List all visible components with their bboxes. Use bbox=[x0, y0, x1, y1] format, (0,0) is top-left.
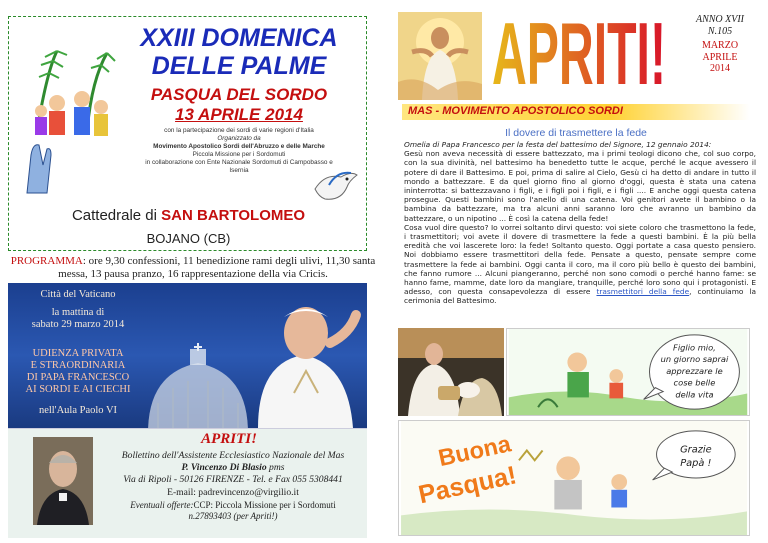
vatican-audience-panel bbox=[8, 283, 367, 428]
poster-info-line5: in collaborazione con Ente Nazionale Sordomuti di Campobasso e Isernia bbox=[145, 159, 333, 174]
vatican-date: sabato 29 marzo 2014 bbox=[31, 319, 125, 330]
risen-christ-image bbox=[398, 12, 482, 100]
poster-info-line3: Movimento Apostolico Sordi dell'Abruzzo e delle Marche bbox=[153, 143, 325, 150]
bulletin-author-name: P. Vincenzo Di Blasio bbox=[181, 462, 267, 473]
issue-number: N.105 bbox=[707, 25, 733, 37]
poster-info-line2: Organizzato da bbox=[217, 135, 261, 142]
vatican-audience bbox=[8, 348, 148, 396]
bulletin-email[interactable]: E-mail: padrevincenzo@virgilio.it bbox=[167, 487, 299, 498]
easter-greeting-line2: Pasqua! bbox=[416, 461, 520, 510]
vatican-city: Città del Vaticano bbox=[40, 289, 116, 300]
audience-line3: DI PAPA FRANCESCO bbox=[26, 372, 130, 383]
dove-icon bbox=[311, 167, 359, 207]
article-highlight-link: trasmettitori della fede bbox=[596, 287, 690, 297]
palm-procession-illustration bbox=[27, 41, 119, 141]
cartoon1-speech-line3: apprezzare le bbox=[666, 365, 723, 376]
poster-title-line1: XXIII DOMENICA bbox=[140, 24, 338, 52]
bulletin-line1: Bollettino dell'Assistente Ecclesiastico Nazionale del Mas bbox=[121, 450, 345, 461]
audience-line1: UDIENZA PRIVATA bbox=[32, 348, 124, 359]
poster-title-line2: DELLE PALME bbox=[151, 52, 327, 80]
article-lead: Omelia di Papa Francesco per la festa del battesimo del Signore, 12 gennaio 2014: bbox=[404, 140, 712, 149]
cartoon-easter bbox=[398, 420, 750, 536]
program-text: : ore 9,30 confessioni, 11 benedizione rami degli ulivi, 11,30 santa messa, 13 pausa pranzo, 16 rappresentazione della via Cricis. bbox=[58, 255, 376, 280]
article-title: Il dovere di trasmettere la fede bbox=[505, 127, 647, 139]
bulletin-offers bbox=[100, 500, 366, 512]
vatican-morning: la mattina di bbox=[51, 307, 105, 318]
audience-line4: AI SORDI E AI CIECHI bbox=[25, 384, 131, 395]
poster-date: 13 APRILE 2014 bbox=[175, 105, 303, 124]
poster-info-line1: con la partecipazione dei sordi di varie regioni d'Italia bbox=[164, 127, 314, 134]
cartoon2-speech-line1: Grazie bbox=[680, 444, 712, 456]
event-program bbox=[8, 255, 378, 281]
poster-info-line4: Piccola Missione per i Sordomuti bbox=[192, 151, 286, 158]
right-page bbox=[384, 0, 768, 543]
issue-year-num: 2014 bbox=[710, 63, 730, 74]
article-paragraph2-text: Cosa vuol dire questo? Io vorrei soltanto dirvi questo: voi siete coloro che trasmettono la fede, i trasmettitori; voi avete il dovere di trasmettere la fede a questi bambini. È la più bella eredità che voi lascerete loro: la fede! Soltanto questo. Oggi portate a casa questo pensiero. Noi dobbiamo essere trasmettitori della fede. Pensate a questo, pensate sempre come trasmettere la fede ai bambini. Oggi canta il coro, ma il coro più bello è questo dei bambini, che fanno rumore ... Alcuni piangeranno, perché non sono comodi o perché hanno fame: se hanno fame, mamme, date loro da mangiare, tranquille, perché loro sono qui i protagonisti. E adesso, con questa consapevolezza di essere bbox=[404, 222, 756, 297]
poster-venue-name: SAN BARTOLOMEO bbox=[161, 207, 306, 224]
bulletin-author-suffix: pms bbox=[266, 462, 285, 473]
issue-meta bbox=[680, 14, 760, 75]
cartoon1-speech-line2: un giorno saprai bbox=[660, 354, 729, 365]
poster-subtitle: PASQUA DEL SORDO bbox=[150, 85, 328, 104]
issue-month2: APRILE bbox=[702, 51, 738, 63]
cartoon1-speech-line5: della vita bbox=[675, 389, 714, 400]
mas-banner bbox=[402, 104, 750, 120]
article-body bbox=[404, 140, 756, 306]
bulletin-offers-text: CCP: Piccola Missione per i Sordomuti bbox=[193, 500, 336, 510]
bulletin-box bbox=[8, 428, 367, 538]
bulletin-address: Via di Ripoli - 50126 FIRENZE - Tel. e Fax 055 5308441 bbox=[123, 474, 343, 485]
bulletin-offers-label: Eventuali offerte: bbox=[130, 500, 194, 510]
program-label: PROGRAMMA bbox=[10, 255, 83, 267]
priest-portrait-photo bbox=[33, 437, 93, 525]
poster-place: BOJANO (CB) bbox=[146, 231, 231, 246]
cartoon1-speech-line1: Figlio mio, bbox=[673, 342, 716, 353]
pope-francis-photo bbox=[238, 293, 367, 428]
issue-year: ANNO XVII bbox=[695, 14, 745, 25]
baptism-photo bbox=[398, 328, 504, 416]
article-paragraph1: Gesù non aveva necessità di essere battezzato, ma i primi teologi dicono che, col suo corpo, con la sua divinità, nel battesimo ha benedetto tutte le acque, perché le acque avessero il potere di dare il Battesimo. E poi, prima di salire al Cielo, Gesù ci ha detto di andare in tutto il mondo a battezzare. E da quel giorno fino al giorno d'oggi, questa è stata una catena ininterrotta: si battezzavano i figli, e i figli poi i figli, e i figli .... E anche oggi questa catena prosegue. Questi bambini sono l'anello di una catena. Voi genitori avete il bambino o la bambina da battezzare, ma tra alcuni anni saranno loro che avranno un bambino da battezzare, o un nipotino ... È così la catena della fede! bbox=[404, 149, 756, 223]
poster-venue bbox=[9, 207, 368, 224]
apriti-logo-text: APRITI! bbox=[492, 14, 666, 102]
article-paragraph2 bbox=[404, 223, 756, 306]
apriti-logo bbox=[490, 14, 668, 102]
bulletin-account: n.27893403 (per Apriti!) bbox=[188, 511, 278, 521]
vatican-hall: nell'Aula Paolo VI bbox=[38, 405, 118, 416]
cartoon-father-son bbox=[506, 328, 750, 416]
mas-banner-text: MAS - MOVIMENTO APOSTOLICO SORDI bbox=[408, 105, 623, 117]
poster-venue-prefix: Cattedrale di bbox=[71, 207, 162, 224]
cartoon2-speech-line2: Papà ! bbox=[680, 458, 712, 470]
easter-greeting-line1: Buona bbox=[435, 430, 514, 472]
event-poster bbox=[8, 16, 367, 251]
audience-line2: E STRAORDINARIA bbox=[30, 360, 126, 371]
bulletin-author bbox=[100, 462, 366, 474]
issue-month1: MARZO bbox=[701, 40, 739, 51]
article-paragraph2-end: , continuiamo la cerimonia del Battesimo. bbox=[404, 287, 757, 306]
sign-language-hand-illustration bbox=[17, 135, 57, 195]
cartoon1-speech-line4: cose belle bbox=[673, 377, 716, 388]
bulletin-title: APRITI! bbox=[201, 431, 257, 447]
